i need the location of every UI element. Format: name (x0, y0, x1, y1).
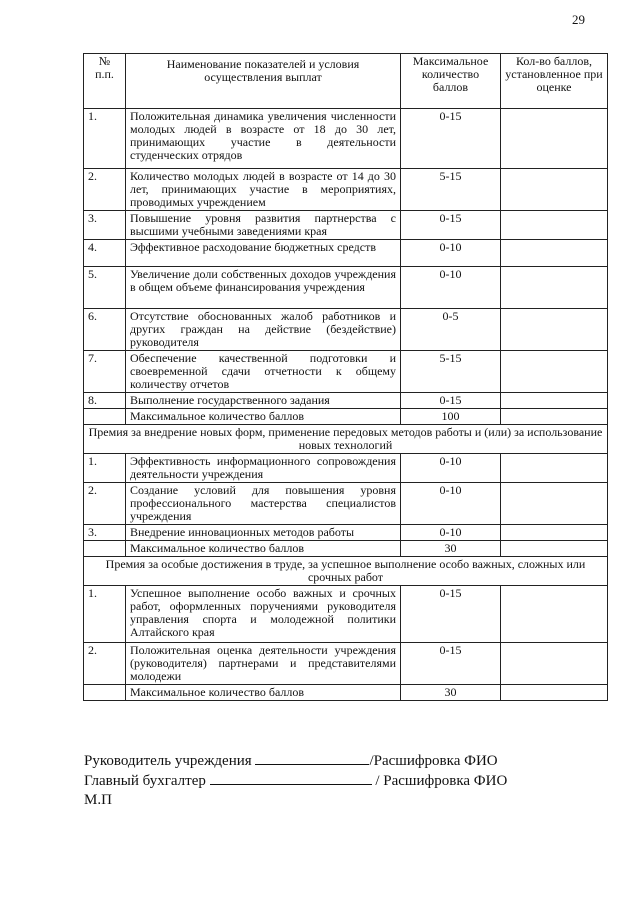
row-number: 5. (84, 267, 126, 309)
row-description: Увеличение доли собственных доходов учреждения в общем объеме финансирования учреждения (126, 267, 401, 309)
row-description: Выполнение государственного задания (126, 393, 401, 409)
row-max-score: 0-15 (401, 643, 501, 685)
total-score-blank[interactable] (501, 409, 608, 425)
row-description: Положительная оценка деятельности учреждения (руководителя) партнерами и представителями молодежи (126, 643, 401, 685)
table-row (84, 169, 608, 211)
signature-block (84, 751, 507, 810)
row-description: Положительная динамика увеличения численности молодых людей в возрасте от 18 до 30 лет, принимающих участие в деятельности студенческих отрядов (126, 109, 401, 169)
row-number: 1. (84, 109, 126, 169)
row-assigned-score[interactable] (501, 454, 608, 483)
total-label: Максимальное количество баллов (126, 541, 401, 557)
row-assigned-score[interactable] (501, 483, 608, 525)
row-description: Внедрение инновационных методов работы (126, 525, 401, 541)
total-label: Максимальное количество баллов (126, 685, 401, 701)
row-description: Эффективное расходование бюджетных средств (126, 240, 401, 267)
accountant-label: Главный бухгалтер (84, 773, 206, 789)
section-header-row (84, 557, 608, 586)
row-max-score: 0-10 (401, 525, 501, 541)
row-number: 4. (84, 240, 126, 267)
total-label: Максимальное количество баллов (126, 409, 401, 425)
row-number: 1. (84, 586, 126, 643)
header-score: Кол-во баллов, установленное при оценке (501, 54, 608, 109)
head-signature-line (84, 751, 507, 771)
total-num-blank (84, 541, 126, 557)
row-assigned-score[interactable] (501, 211, 608, 240)
total-value: 100 (401, 409, 501, 425)
table-row (84, 309, 608, 351)
total-row (84, 685, 608, 701)
total-score-blank[interactable] (501, 541, 608, 557)
row-assigned-score[interactable] (501, 309, 608, 351)
row-assigned-score[interactable] (501, 393, 608, 409)
head-decode: /Расшифровка ФИО (369, 753, 498, 769)
table-row (84, 643, 608, 685)
section-title: Премия за особые достижения в труде, за успешное выполнение особо важных, сложных или срочных работ (84, 557, 608, 586)
table-row (84, 109, 608, 169)
row-number: 2. (84, 483, 126, 525)
row-assigned-score[interactable] (501, 586, 608, 643)
total-num-blank (84, 409, 126, 425)
row-max-score: 0-15 (401, 109, 501, 169)
total-score-blank[interactable] (501, 685, 608, 701)
table-row (84, 525, 608, 541)
head-label: Руководитель учреждения (84, 753, 252, 769)
row-assigned-score[interactable] (501, 525, 608, 541)
row-number: 1. (84, 454, 126, 483)
row-description: Количество молодых людей в возрасте от 14 до 30 лет, принимающих участие в мероприятиях, проводимых учреждением (126, 169, 401, 211)
row-max-score: 5-15 (401, 351, 501, 393)
header-name: Наименование показателей и условия осуществления выплат (126, 54, 401, 109)
row-number: 3. (84, 211, 126, 240)
accountant-decode: / Расшифровка ФИО (375, 773, 508, 789)
accountant-signature-blank[interactable] (210, 771, 372, 785)
page-number: 29 (572, 12, 585, 27)
row-assigned-score[interactable] (501, 240, 608, 267)
row-max-score: 0-10 (401, 483, 501, 525)
table-row (84, 267, 608, 309)
row-max-score: 0-15 (401, 393, 501, 409)
row-max-score: 0-5 (401, 309, 501, 351)
section-title: Премия за внедрение новых форм, применение передовых методов работы и (или) за использование новых технологий (84, 425, 608, 454)
stamp-label: М.П (84, 792, 112, 808)
row-number: 7. (84, 351, 126, 393)
row-assigned-score[interactable] (501, 169, 608, 211)
row-assigned-score[interactable] (501, 643, 608, 685)
row-max-score: 5-15 (401, 169, 501, 211)
row-number: 6. (84, 309, 126, 351)
total-row (84, 409, 608, 425)
row-max-score: 0-15 (401, 211, 501, 240)
total-value: 30 (401, 685, 501, 701)
head-signature-blank[interactable] (255, 751, 369, 765)
table-row (84, 393, 608, 409)
row-assigned-score[interactable] (501, 351, 608, 393)
row-number: 8. (84, 393, 126, 409)
row-max-score: 0-10 (401, 454, 501, 483)
row-description: Повышение уровня развития партнерства с высшими учебными заведениями края (126, 211, 401, 240)
header-max: Максимальное количество баллов (401, 54, 501, 109)
header-num (84, 54, 126, 109)
accountant-signature-line (84, 771, 507, 791)
table-header-row (84, 54, 608, 109)
bonus-criteria-table (83, 53, 608, 701)
header-num-line2: п.п. (95, 67, 114, 81)
table-row (84, 483, 608, 525)
row-assigned-score[interactable] (501, 109, 608, 169)
table-row (84, 211, 608, 240)
row-description: Успешное выполнение особо важных и срочных работ, оформленных поручениями руководителя управления спорта и молодежной политики Алтайского края (126, 586, 401, 643)
row-number: 2. (84, 643, 126, 685)
row-number: 3. (84, 525, 126, 541)
row-max-score: 0-10 (401, 267, 501, 309)
row-max-score: 0-15 (401, 586, 501, 643)
table-row (84, 240, 608, 267)
row-description: Создание условий для повышения уровня профессионального мастерства специалистов учреждения (126, 483, 401, 525)
section-header-row (84, 425, 608, 454)
table-row (84, 351, 608, 393)
table-row (84, 454, 608, 483)
row-description: Отсутствие обоснованных жалоб работников и других граждан на действие (бездействие) руководителя (126, 309, 401, 351)
row-description: Эффективность информационного сопровождения деятельности учреждения (126, 454, 401, 483)
total-value: 30 (401, 541, 501, 557)
row-number: 2. (84, 169, 126, 211)
table-row (84, 586, 608, 643)
row-description: Обеспечение качественной подготовки и своевременной сдачи отчетности к общему количеству отчетов (126, 351, 401, 393)
total-num-blank (84, 685, 126, 701)
row-max-score: 0-10 (401, 240, 501, 267)
header-num-line1: № (98, 54, 111, 68)
total-row (84, 541, 608, 557)
row-assigned-score[interactable] (501, 267, 608, 309)
